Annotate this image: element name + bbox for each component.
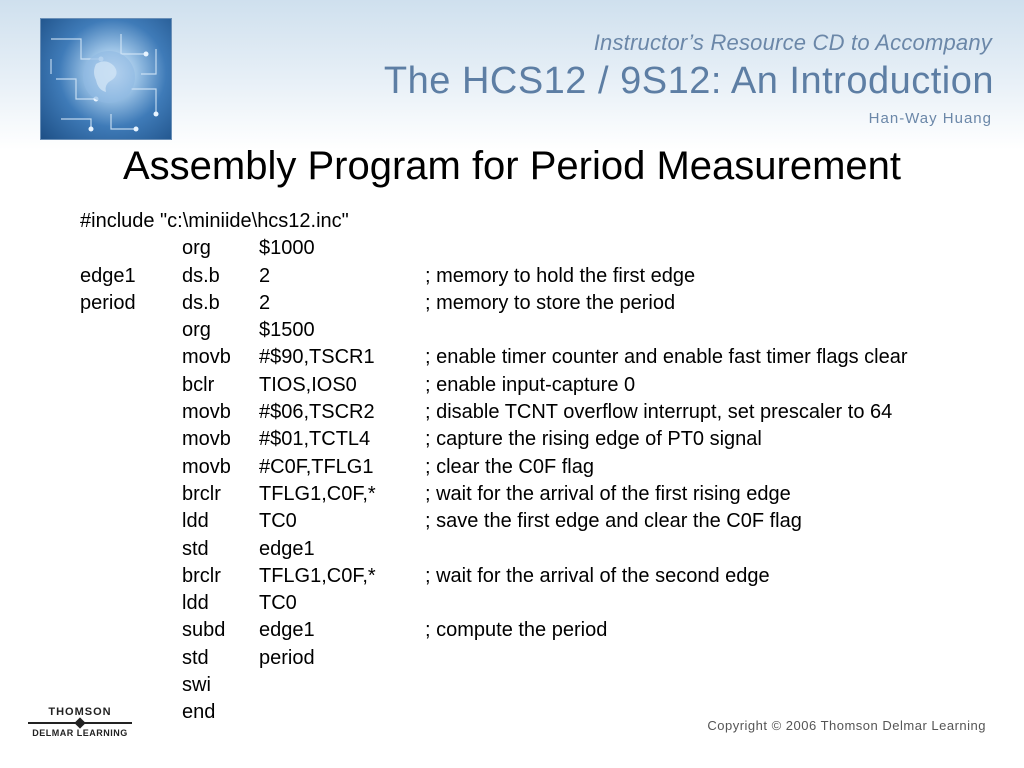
circuit-globe-icon xyxy=(41,19,171,139)
code-comment: ; disable TCNT overflow interrupt, set prescaler to 64 xyxy=(425,401,893,424)
code-line xyxy=(80,536,1000,563)
code-opcode: org xyxy=(182,319,211,342)
code-comment: ; compute the period xyxy=(425,619,608,642)
publisher-logo xyxy=(20,706,140,738)
code-operand: TIOS,IOS0 xyxy=(259,373,357,396)
code-opcode: ds.b xyxy=(182,291,220,314)
code-comment: ; enable timer counter and enable fast timer flags clear xyxy=(425,346,908,369)
code-comment: ; memory to hold the first edge xyxy=(425,264,696,287)
code-comment: ; save the first edge and clear the C0F flag xyxy=(425,510,802,533)
code-lines xyxy=(80,235,1000,726)
code-line xyxy=(80,344,1000,371)
slide-title: Assembly Program for Period Measurement xyxy=(122,144,902,188)
code-line xyxy=(80,508,1000,535)
code-comment: ; capture the rising edge of PT0 signal xyxy=(425,428,762,451)
code-operand: TC0 xyxy=(259,592,297,615)
code-opcode: end xyxy=(182,701,216,724)
code-opcode: brclr xyxy=(182,564,221,587)
code-opcode: movb xyxy=(182,401,231,424)
code-operand: $1000 xyxy=(259,237,315,260)
book-title: The HCS12 / 9S12: An Introduction xyxy=(383,60,994,102)
code-operand: #$06,TSCR2 xyxy=(259,401,375,424)
code-label: period xyxy=(80,291,136,314)
code-comment: ; wait for the arrival of the first rising edge xyxy=(425,482,791,505)
code-opcode: std xyxy=(182,537,209,560)
include-directive: #include "c:\miniide\hcs12.inc" xyxy=(80,210,349,232)
code-opcode: movb xyxy=(182,346,231,369)
code-operand: TFLG1,C0F,* xyxy=(259,564,376,587)
code-opcode: org xyxy=(182,237,211,260)
code-comment: ; wait for the arrival of the second edge xyxy=(425,564,770,587)
publisher-divider-icon xyxy=(28,722,132,724)
code-line xyxy=(80,590,1000,617)
code-line xyxy=(80,563,1000,590)
code-operand: #C0F,TFLG1 xyxy=(259,455,374,478)
code-opcode: swi xyxy=(182,674,211,697)
code-comment: ; clear the C0F flag xyxy=(425,455,594,478)
code-line xyxy=(80,372,1000,399)
code-opcode: movb xyxy=(182,455,231,478)
code-line xyxy=(80,617,1000,644)
code-operand: 2 xyxy=(259,291,271,314)
code-opcode: brclr xyxy=(182,482,221,505)
code-operand: 2 xyxy=(259,264,271,287)
code-opcode: ldd xyxy=(182,592,209,615)
code-operand: TFLG1,C0F,* xyxy=(259,482,376,505)
cover-logo xyxy=(40,18,172,140)
publisher-subname: DELMAR LEARNING xyxy=(32,728,128,738)
assembly-code-listing xyxy=(80,208,1000,727)
code-comment: ; memory to store the period xyxy=(425,291,676,314)
code-opcode: movb xyxy=(182,428,231,451)
code-opcode: ds.b xyxy=(182,264,220,287)
copyright-notice: Copyright © 2006 Thomson Delmar Learning xyxy=(707,718,986,733)
publisher-name: THOMSON xyxy=(48,706,112,718)
code-operand: #$01,TCTL4 xyxy=(259,428,371,451)
code-comment: ; enable input-capture 0 xyxy=(425,373,636,396)
code-opcode: subd xyxy=(182,619,226,642)
code-operand: period xyxy=(259,646,315,669)
book-subtitle: Instructor’s Resource CD to Accompany xyxy=(593,30,992,55)
code-label: edge1 xyxy=(80,264,136,287)
code-line xyxy=(80,263,1000,290)
code-line xyxy=(80,317,1000,344)
code-opcode: std xyxy=(182,646,209,669)
code-line xyxy=(80,399,1000,426)
code-line xyxy=(80,454,1000,481)
code-opcode: ldd xyxy=(182,510,209,533)
code-operand: edge1 xyxy=(259,619,315,642)
code-opcode: bclr xyxy=(182,373,215,396)
code-operand: edge1 xyxy=(259,537,315,560)
code-line xyxy=(80,290,1000,317)
code-line xyxy=(80,426,1000,453)
book-author: Han-Way Huang xyxy=(868,110,992,127)
code-include-line xyxy=(80,208,1000,235)
code-line xyxy=(80,672,1000,699)
code-line xyxy=(80,645,1000,672)
code-operand: TC0 xyxy=(259,510,297,533)
code-line xyxy=(80,481,1000,508)
code-operand: #$90,TSCR1 xyxy=(259,346,375,369)
code-line xyxy=(80,235,1000,262)
code-operand: $1500 xyxy=(259,319,315,342)
